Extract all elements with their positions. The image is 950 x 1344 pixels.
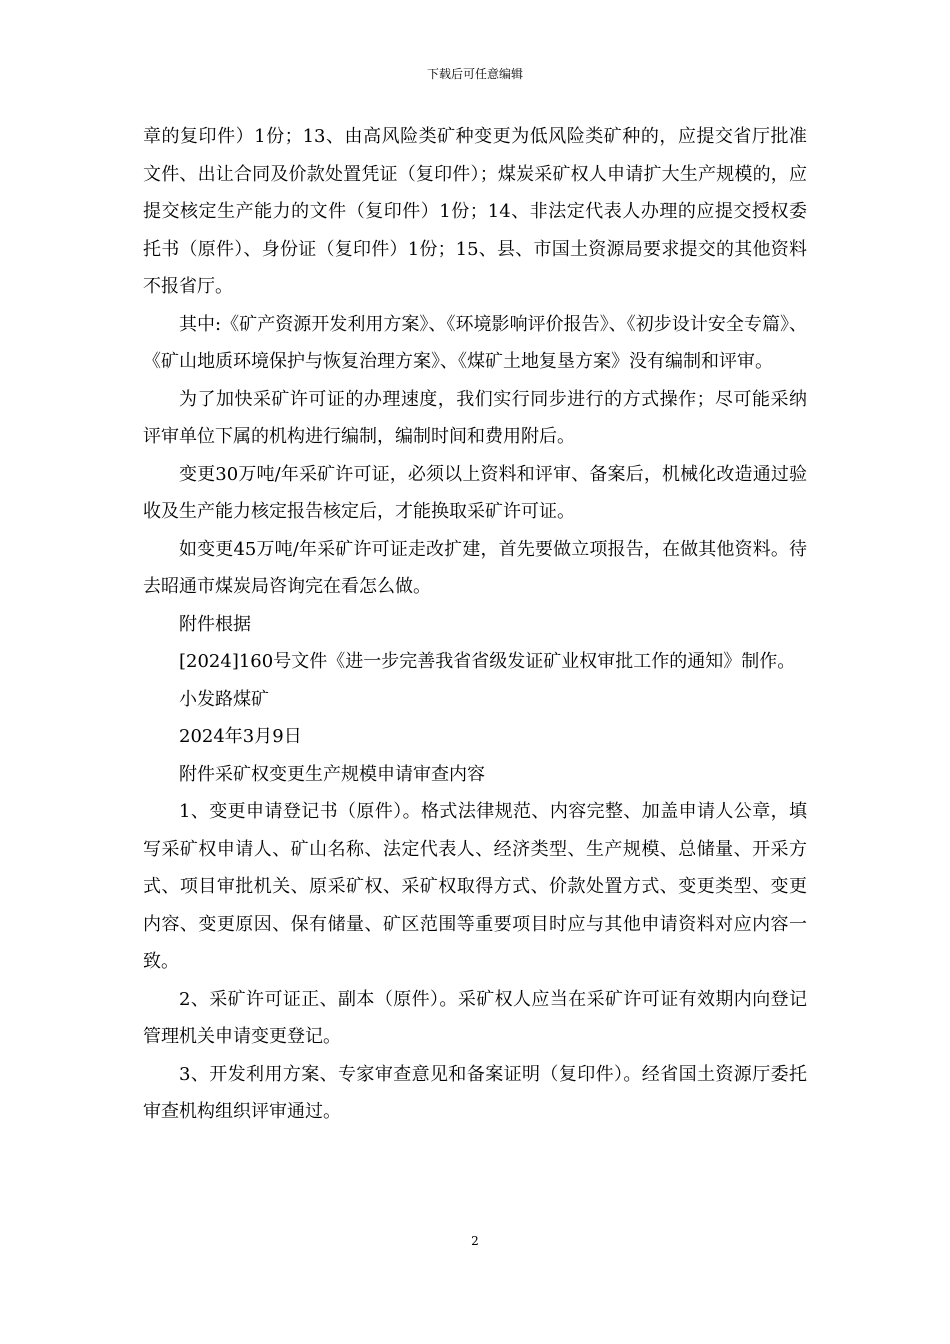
signature-organization: 小发路煤矿 — [179, 688, 269, 710]
paragraph-document-reference: [2024]160号文件《进一步完善我省省级发证矿业权审批工作的通知》制作。 — [179, 651, 796, 672]
paragraph-30wt-change: 变更30万吨/年采矿许可证，必须以上资料和评审、备案后，机械化改造通过验收及生产能力核定报告核定后，才能换取采矿许可证。 — [143, 463, 807, 522]
page-header: 下载后可任意编辑 — [426, 67, 523, 81]
document-body — [143, 118, 807, 1131]
signature-date: 2024年3月9日 — [179, 726, 302, 747]
review-item-1: 1、变更申请登记书（原件）。格式法律规范、内容完整、加盖申请人公章，填写采矿权申请人、矿山名称、法定代表人、经济类型、生产规模、总储量、开采方式、项目审批机关、原采矿权、采矿权取得方式、价款处置方式、变更类型、变更内容、变更原因、保有储量、矿区范围等重要项目时应与其他申请资料对应内容一致。 — [143, 801, 807, 972]
review-item-2: 2、采矿许可证正、副本（原件）。采矿权人应当在采矿许可证有效期内向登记管理机关申请变更登记。 — [143, 988, 807, 1047]
paragraph-speed-up: 为了加快采矿许可证的办理速度，我们实行同步进行的方式操作；尽可能采纳评审单位下属的机构进行编制，编制时间和费用附后。 — [143, 388, 807, 447]
paragraph-continuation: 章的复印件）1份；13、由高风险类矿种变更为低风险类矿种的，应提交省厅批准文件、出让合同及价款处置凭证（复印件）；煤炭采矿权人申请扩大生产规模的，应提交核定生产能力的文件（复印件）1份；14、非法定代表人办理的应提交授权委托书（原件）、身份证（复印件）1份；15、县、市国土资源局要求提交的其他资料不报省厅。 — [143, 126, 807, 297]
paragraph-unprepared-documents: 其中:《矿产资源开发利用方案》、《环境影响评价报告》、《初步设计安全专篇》、《矿山地质环境保护与恢复治理方案》、《煤矿土地复垦方案》没有编制和评审。 — [143, 313, 807, 372]
paragraph-attachment-basis: 附件根据 — [179, 613, 251, 635]
review-item-3: 3、开发利用方案、专家审查意见和备案证明（复印件）。经省国土资源厅委托审查机构组织评审通过。 — [143, 1063, 807, 1122]
paragraph-45wt-change: 如变更45万吨/年采矿许可证走改扩建，首先要做立项报告，在做其他资料。待去昭通市煤炭局咨询完在看怎么做。 — [143, 538, 807, 597]
page-number: 2 — [471, 1234, 479, 1248]
attachment-title: 附件采矿权变更生产规模申请审查内容 — [179, 763, 485, 785]
